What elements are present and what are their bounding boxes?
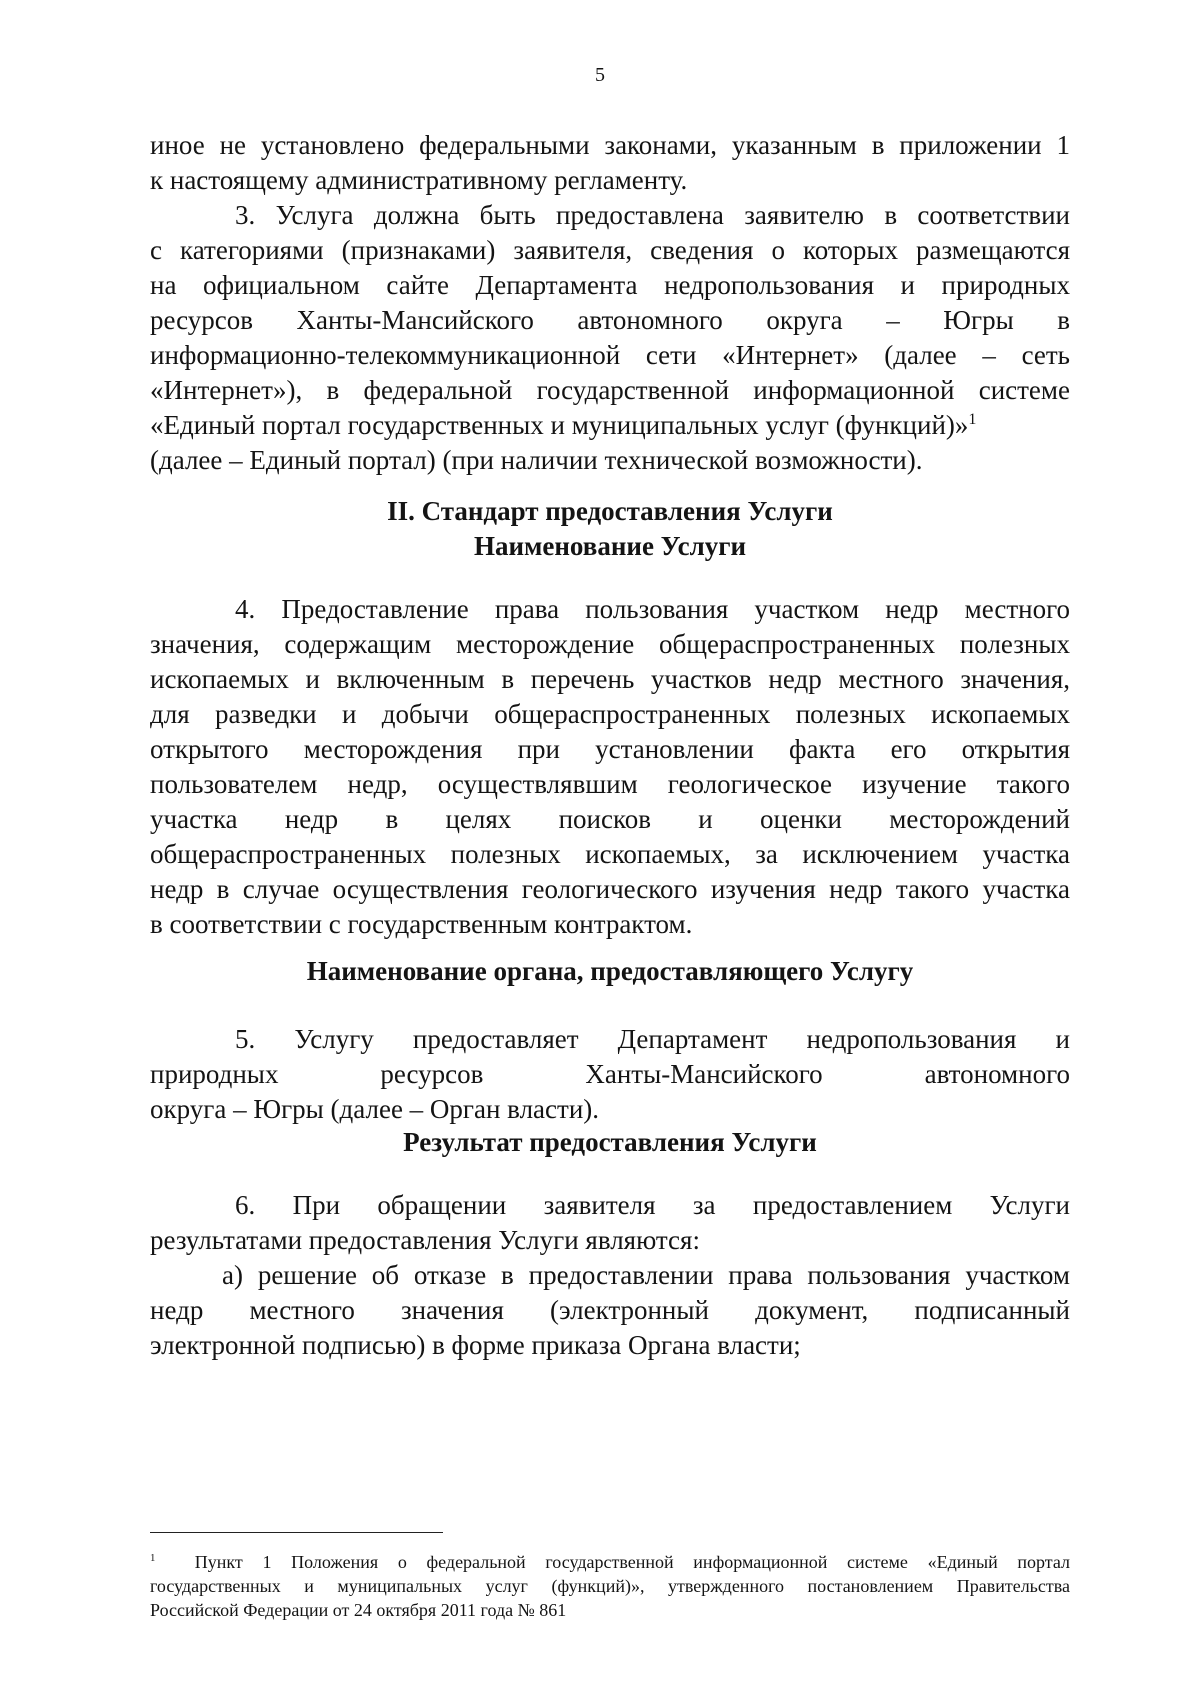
footnote-mark: 1 [150,1552,156,1564]
text-line: информационно-телекоммуникационной сети «Интернет» (далее – сеть [150,340,1070,370]
text-line: ископаемых и включенным в перечень участков недр местного значения, [150,664,1070,694]
text-line: общераспространенных полезных ископаемых, за исключением участка [150,839,1070,869]
text-line: 5. Услугу предоставляет Департамент недропользования и [235,1024,1070,1054]
footnote-line: Российской Федерации от 24 октября 2011 года № 861 [150,1600,567,1620]
text-line: а) решение об отказе в предоставлении права пользования участком [222,1260,1070,1290]
text-line: для разведки и добычи общераспространенных полезных ископаемых [150,699,1070,729]
text-line-with-footnote [150,408,1070,443]
organ-title: Наименование органа, предоставляющего Услугу [306,956,914,986]
text-line: недр местного значения (электронный документ, подписанный [150,1295,1070,1325]
section-2-title: II. Стандарт предоставления Услуги [387,496,833,526]
text-line: 3. Услуга должна быть предоставлена заявителю в соответствии [235,200,1070,230]
result-title: Результат предоставления Услуги [403,1127,817,1157]
paragraph-intro [150,128,1070,198]
text-line: ресурсов Ханты-Мансийского автономного округа – Югры в [150,305,1070,335]
footnote-line [150,1550,1070,1574]
text-line: с категориями (признаками) заявителя, сведения о которых размещаются [150,235,1070,265]
paragraph-4 [150,592,1070,942]
text-line: на официальном сайте Департамента недропользования и природных [150,270,1070,300]
text-line: «Интернет»), в федеральной государственной информационной системе [150,375,1070,405]
text-line: значения, содержащим месторождение общераспространенных полезных [150,629,1070,659]
paragraph-6 [150,1188,1070,1258]
paragraph-3 [150,198,1070,478]
text-line: результатами предоставления Услуги являются: [150,1225,700,1255]
service-name-title: Наименование Услуги [473,531,747,561]
page-number: 5 [595,64,605,86]
text-line: недр в случае осуществления геологического изучения недр такого участка [150,874,1070,904]
text-line: округа – Югры (далее – Орган власти). [150,1094,600,1124]
text-line: иное не установлено федеральными законами, указанным в приложении 1 [150,130,1070,160]
paragraph-5 [150,1022,1070,1127]
text-line: участка недр в целях поисков и оценки месторождений [150,804,1070,834]
footnote [150,1550,1070,1622]
text-line: 4. Предоставление права пользования участком недр местного [235,594,1070,624]
footnote-line: государственных и муниципальных услуг (функций)», утвержденного постановлением Правительства [150,1576,1070,1596]
text-line: электронной подписью) в форме приказа Органа власти; [150,1330,801,1360]
text-line: пользователем недр, осуществлявшим геологическое изучение такого [150,769,1070,799]
text-line: (далее – Единый портал) (при наличии технической возможности). [150,445,923,475]
text-line: «Единый портал государственных и муниципальных услуг (функций)» [150,410,969,440]
text-line: к настоящему административному регламенту. [150,165,688,195]
footnote-text: Пункт 1 Положения о федеральной государственной информационной системе «Единый портал [194,1552,1070,1572]
footnote-reference: 1 [968,410,977,428]
footnote-divider [150,1532,443,1533]
text-line: 6. При обращении заявителя за предоставлением Услуги [235,1190,1070,1220]
text-line: открытого месторождения при установлении факта его открытия [150,734,1070,764]
paragraph-6a [150,1258,1070,1363]
text-line: природных ресурсов Ханты-Мансийского автономного [150,1059,1070,1089]
text-line: в соответствии с государственным контрактом. [150,909,693,939]
